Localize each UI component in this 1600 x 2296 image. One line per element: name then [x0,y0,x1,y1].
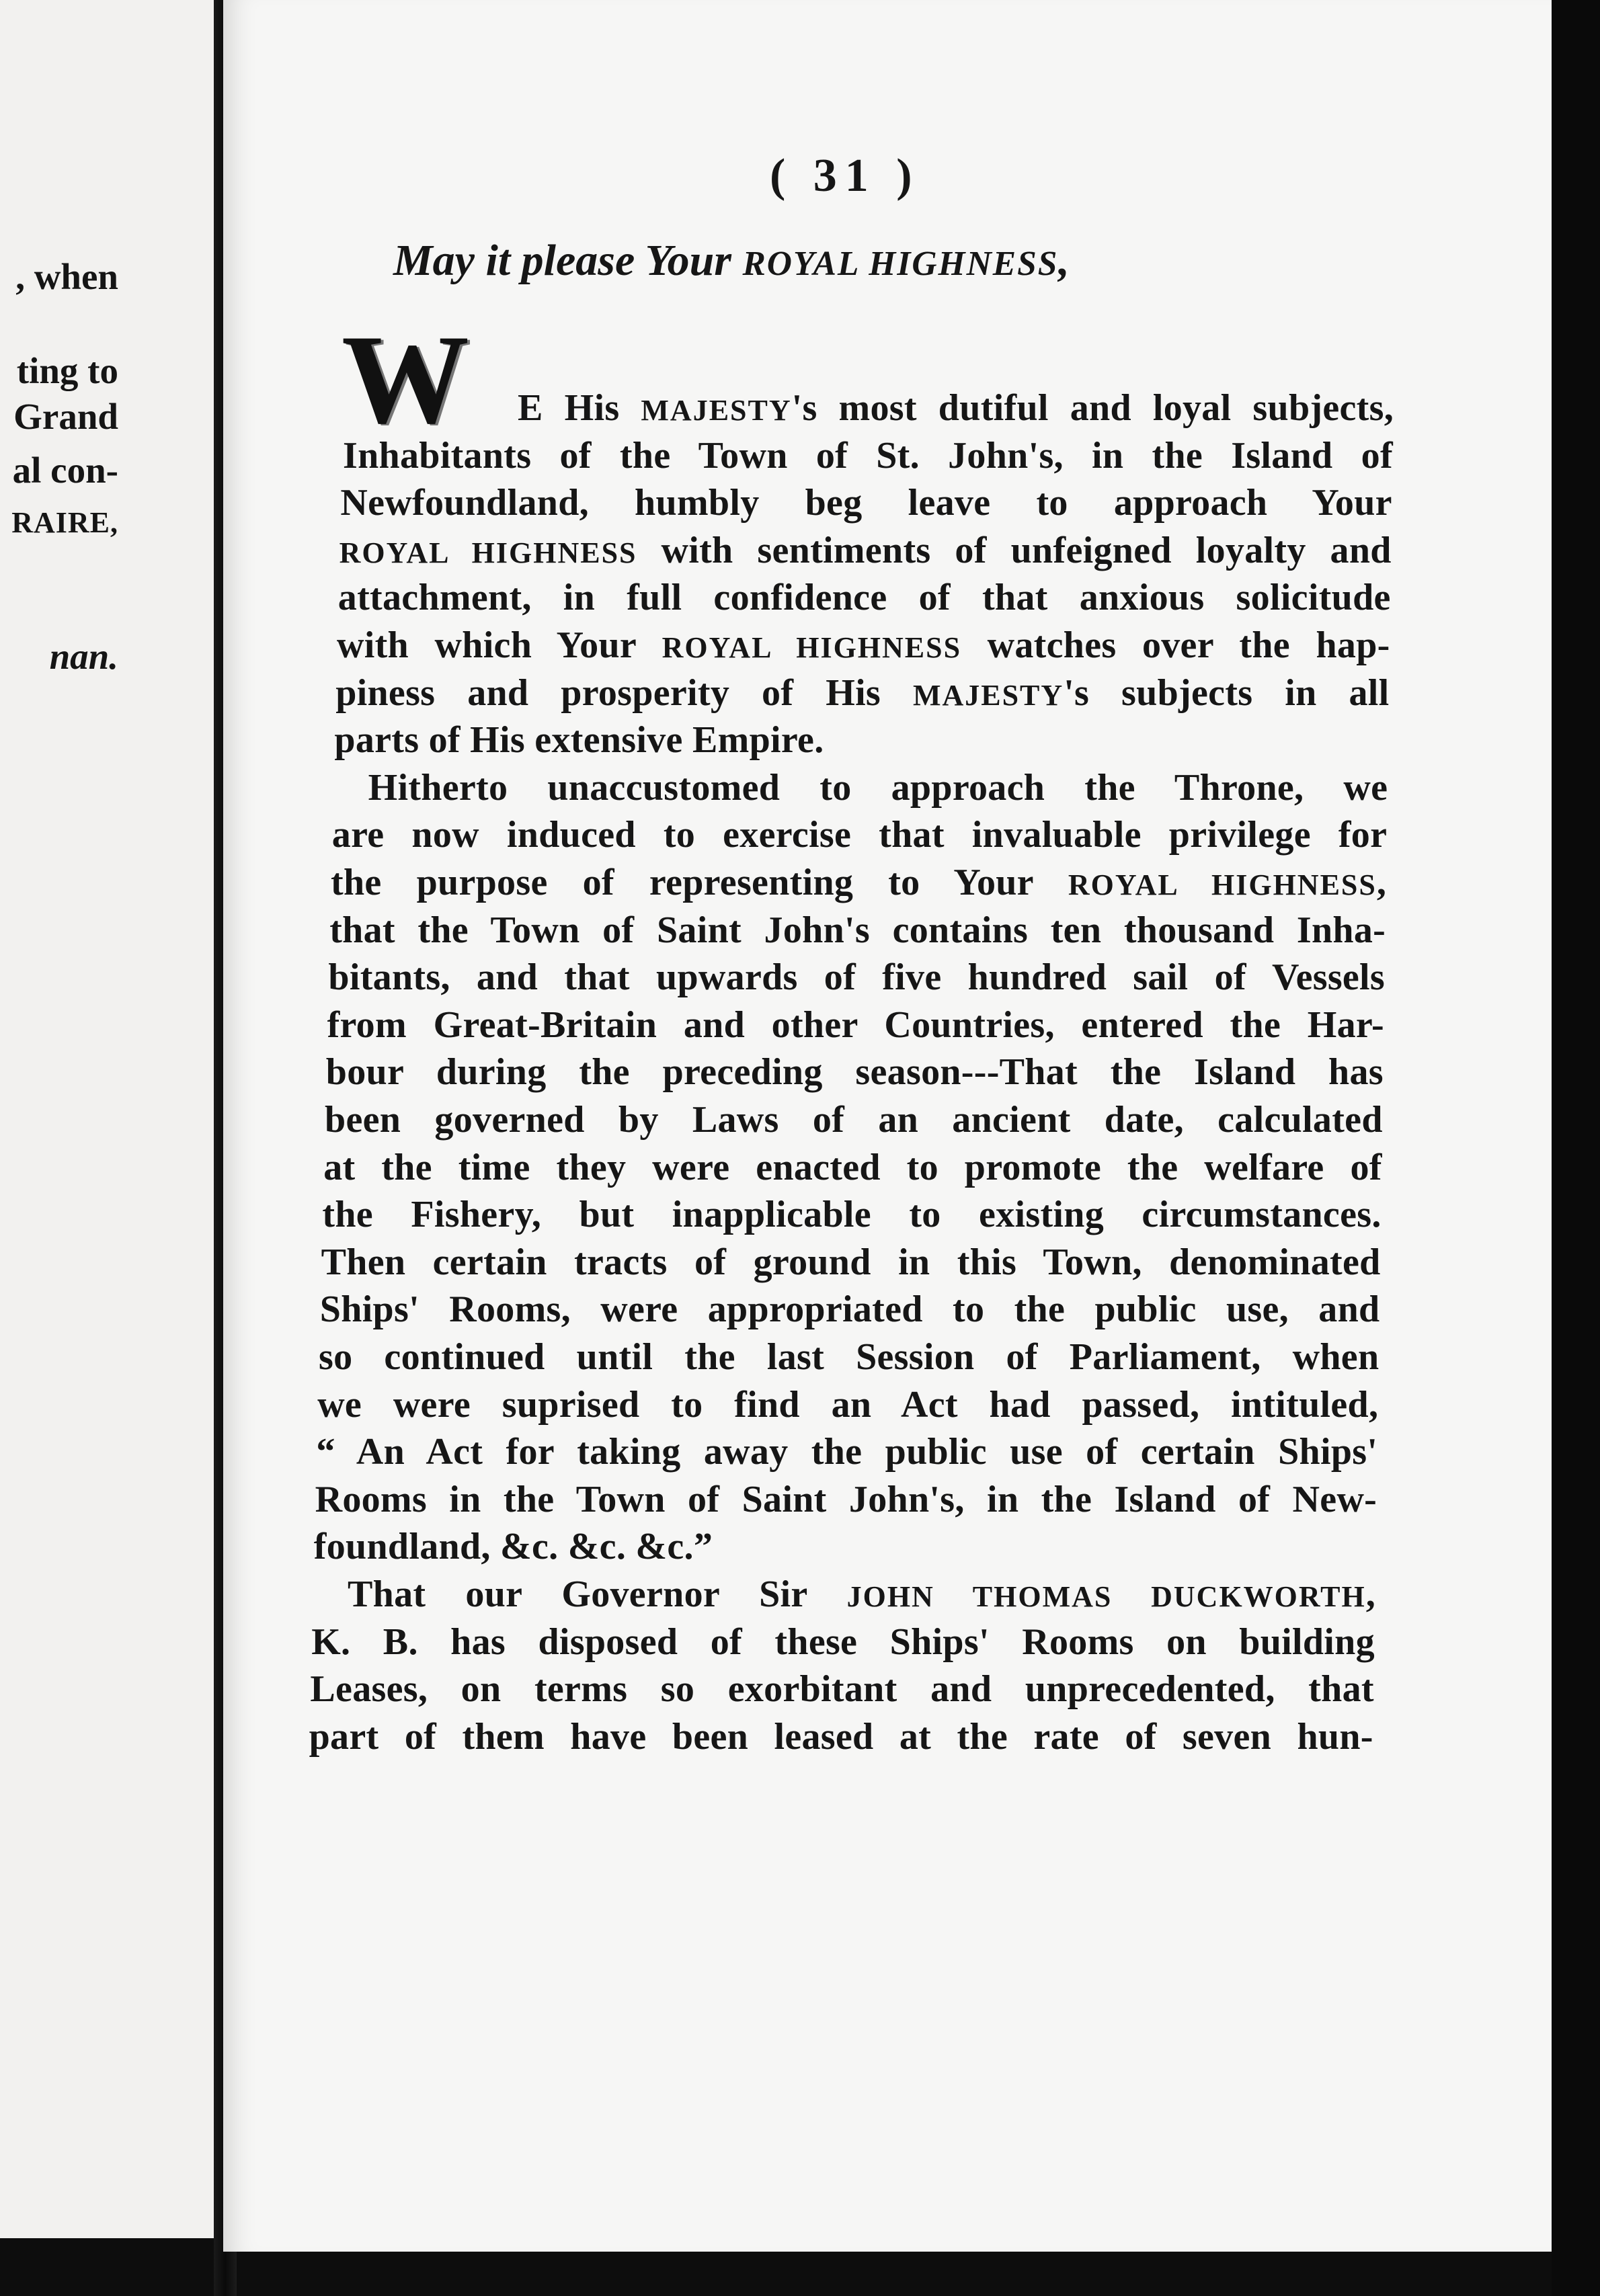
text-run: Then certain tracts of ground in this Town, denominated [321,1241,1381,1283]
text-line [309,1715,1373,1758]
text-line [326,1051,1384,1094]
small-caps-run: ROYAL HIGHNESS [662,631,962,664]
salutation-title: ROYAL HIGHNESS [742,245,1059,283]
text-run: E His [518,387,641,429]
text-line [321,1241,1381,1284]
text-line [325,1098,1383,1141]
scan-edge [1552,0,1600,2296]
text-line [335,671,1389,714]
text-run: the purpose of representing to Your [331,862,1068,903]
salutation-suffix: , [1058,236,1070,285]
text-run: that the Town of Saint John's contains ten thousand Inha- [329,909,1386,951]
text-run: so continued until the last Session of Parliament, when [319,1336,1379,1378]
left-page-line: ting to [16,350,118,391]
text-line [331,861,1386,904]
text-run: Ships' Rooms, were appropriated to the public use, and [319,1288,1380,1331]
text-run: Rooms in the Town of Saint John's, in the Island of New- [315,1478,1377,1520]
text-run: Newfoundland, humbly beg leave to approach Your [340,482,1392,524]
text-run: piness and prosperity of His [335,671,913,714]
text-run: watches over the hap- [961,624,1390,666]
text-line [316,1430,1377,1473]
text-line [337,624,1390,667]
small-caps-run: MAJESTY [912,678,1064,712]
text-run: we were suprised to find an Act had passed, intituled, [317,1383,1379,1426]
text-run: parts of His extensive Empire. [334,719,824,762]
previous-page-fragment [0,0,214,2238]
text-run: are now induced to exercise that invaluable privilege for [331,814,1388,856]
text-run: at the time they were enacted to promote the welfare of [323,1146,1382,1188]
text-run: K. B. has disposed of these Ships' Rooms on building [311,1621,1375,1663]
text-line [315,1478,1377,1521]
text-line [340,481,1392,524]
small-caps-run: MAJESTY [641,394,792,427]
text-line [368,766,1388,809]
text-run: Inhabitants of the Town of St. John's, in the Island of [343,434,1393,477]
left-page-line: RAIRE, [11,506,118,539]
text-run: Leases, on terms so exorbitant and unprecedented, that [310,1668,1374,1711]
text-run: from Great-Britain and other Countries, entered the Har- [327,1003,1384,1046]
left-page-line: nan. [49,636,118,677]
text-line [328,956,1385,999]
text-run: with sentiments of unfeigned loyalty and [637,529,1392,571]
text-line [518,386,1394,429]
text-run: , [1376,862,1387,903]
text-run: 's subjects in all [1064,671,1390,714]
text-run: That our Governor Sir [348,1573,847,1615]
page-number: ( 31 ) [770,150,920,202]
text-run: been governed by Laws of an ancient date, calculated [325,1099,1383,1141]
drop-cap: W [342,309,469,450]
small-caps-run: ROYAL HIGHNESS [1068,868,1377,901]
salutation-prefix: May it please Your [393,236,743,285]
text-run: with which Your [337,624,662,666]
small-caps-run: JOHN THOMAS DUCKWORTH [846,1580,1366,1613]
text-line [332,813,1387,856]
left-page-line: , when [15,256,118,297]
text-line [319,1336,1379,1379]
text-line [317,1383,1378,1426]
text-run: the Fishery, but inapplicable to existing circumstances. [322,1194,1382,1236]
text-line [339,529,1392,572]
text-line [322,1193,1381,1236]
text-run: 's most dutiful and loyal subjects, [791,387,1394,429]
text-line [334,719,1388,762]
text-line [329,909,1386,952]
text-line [338,576,1391,619]
text-run: bitants, and that upwards of five hundred sail of Vessels [328,956,1386,999]
text-line [311,1621,1375,1664]
left-page-line: al con- [12,450,118,491]
text-run: bour during the preceding season---That the Island has [325,1051,1384,1094]
text-line [314,1525,1376,1568]
text-line [343,434,1393,477]
text-run: “ An Act for taking away the public use of certain Ships' [316,1431,1378,1473]
small-caps-run: ROYAL HIGHNESS [339,536,637,569]
text-run: foundland, &c. &c. &c.” [313,1526,713,1568]
text-line [323,1146,1382,1189]
salutation [393,235,1070,286]
text-line [320,1288,1380,1331]
text-line [327,1003,1384,1047]
text-line [348,1573,1375,1616]
text-run: , [1365,1573,1376,1615]
left-page-line: Grand [13,396,118,437]
text-line [310,1668,1373,1711]
text-run: attachment, in full confidence of that anxious solicitude [337,577,1391,619]
text-run: part of them have been leased at the rate of seven hun- [309,1715,1373,1758]
text-run: Hitherto unaccustomed to approach the Throne, we [368,766,1388,809]
